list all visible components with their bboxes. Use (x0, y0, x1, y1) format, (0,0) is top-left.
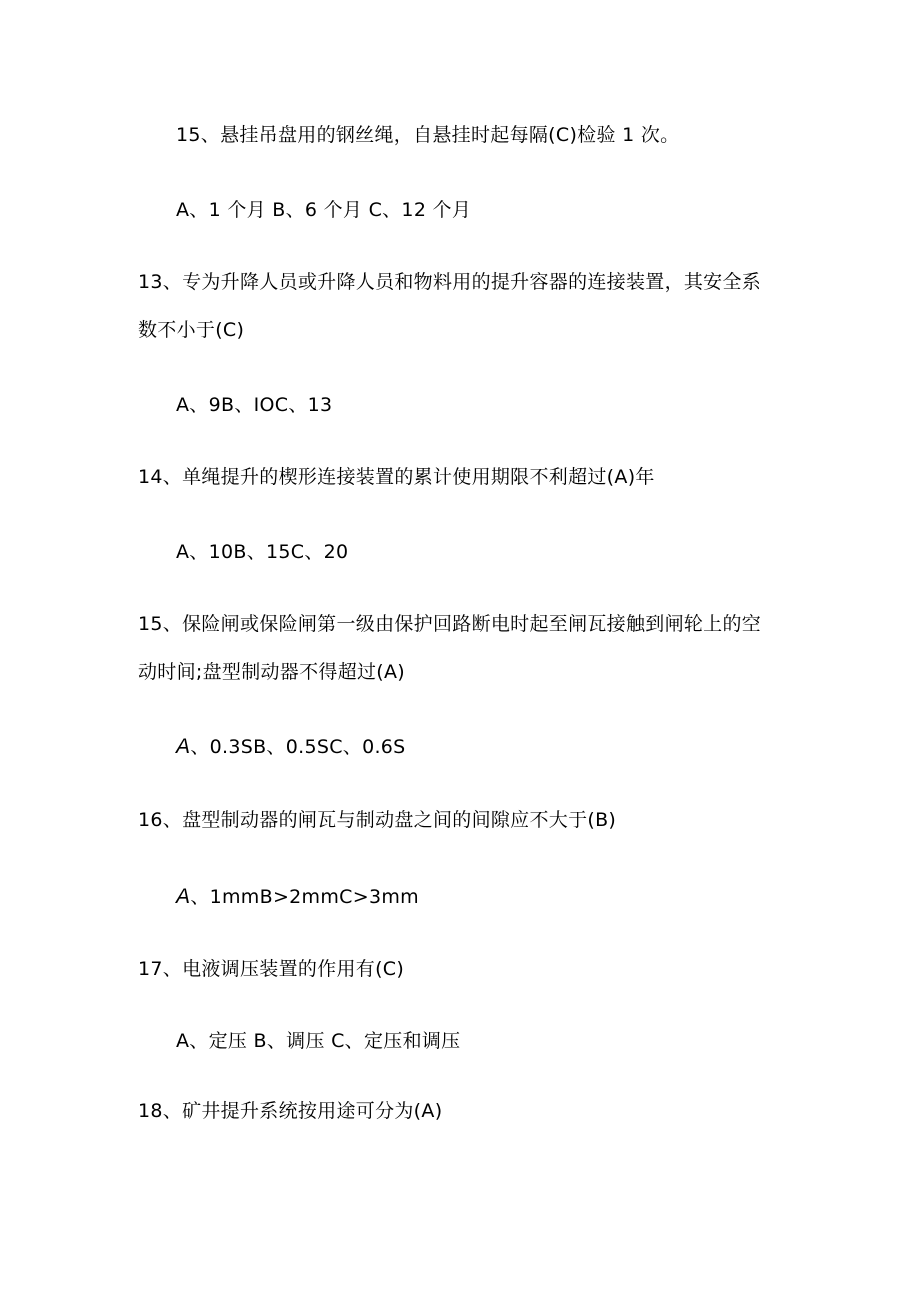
question-16-gap: 16、盘型制动器的闸瓦与制动盘之间的间隙应不大于(B) (138, 809, 617, 831)
options-16-gap (176, 885, 419, 909)
options-15-brake-text: 、0.3SB、0.5SC、0.6S (190, 736, 406, 758)
options-14-wedge: A、10B、15C、20 (176, 541, 349, 563)
option-letter-a: A (176, 735, 191, 758)
question-15-hanging-rope: 15、悬挂吊盘用的钢丝绳，自悬挂时起每隔(C)检验 1 次。 (176, 124, 680, 146)
question-18-hoisting-system: 18、矿井提升系统按用途可分为(A) (138, 1100, 443, 1122)
question-13-connection-line-1: 13、专为升降人员或升降人员和物料用的提升容器的连接装置，其安全系 (138, 271, 762, 293)
question-15-brake-line-2: 动时间;盘型制动器不得超过(A) (138, 661, 406, 683)
question-15-brake-line-1: 15、保险闸或保险闸第一级由保护回路断电时起至闸瓦接触到闸轮上的空 (138, 613, 762, 635)
options-16-gap-text: 、1mmB>2mmC>3mm (190, 886, 419, 908)
option-letter-a: A (176, 885, 191, 908)
question-14-wedge: 14、单绳提升的楔形连接装置的累计使用期限不利超过(A)年 (138, 466, 655, 488)
options-15-brake (176, 735, 406, 759)
question-13-connection-line-2: 数不小于(C) (138, 319, 245, 341)
options-13-connection: A、9B、IOC、13 (176, 394, 333, 416)
options-17-hydraulic: A、定压 B、调压 C、定压和调压 (176, 1030, 461, 1052)
options-15-hanging-rope: A、1 个月 B、6 个月 C、12 个月 (176, 199, 472, 221)
question-17-hydraulic: 17、电液调压装置的作用有(C) (138, 958, 405, 980)
